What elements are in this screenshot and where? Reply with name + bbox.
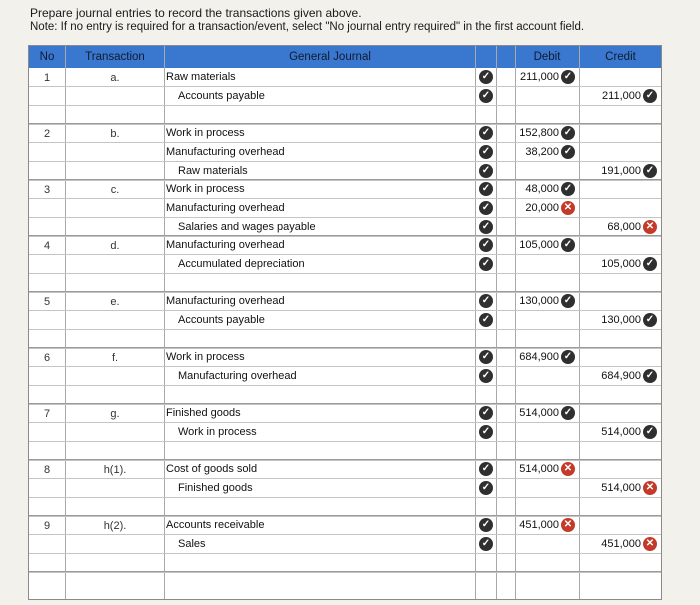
transaction-label: a. xyxy=(110,72,120,84)
correct-check-icon: ✓ xyxy=(479,257,493,271)
incorrect-x-icon: ✕ xyxy=(643,220,657,234)
account-field[interactable]: Manufacturing overhead xyxy=(166,295,285,307)
account-field[interactable]: Cost of goods sold xyxy=(166,463,258,475)
correct-check-icon: ✓ xyxy=(643,313,657,327)
row-divider xyxy=(29,124,661,125)
row-divider xyxy=(29,460,661,461)
account-field[interactable]: Work in process xyxy=(178,426,257,438)
entry-number: 7 xyxy=(43,408,51,420)
row-divider xyxy=(29,310,661,311)
correct-check-icon: ✓ xyxy=(479,145,493,159)
incorrect-x-icon: ✕ xyxy=(561,518,575,532)
correct-check-icon: ✓ xyxy=(561,350,575,364)
row-divider xyxy=(29,572,661,573)
credit-field[interactable]: 211,000 xyxy=(602,90,641,102)
correct-check-icon: ✓ xyxy=(479,537,493,551)
account-field[interactable]: Work in process xyxy=(166,183,245,195)
row-divider xyxy=(29,105,661,106)
row-divider xyxy=(29,86,661,87)
debit-field[interactable]: 38,200 xyxy=(525,146,559,158)
entry-number: 6 xyxy=(43,352,51,364)
credit-field[interactable]: 191,000 xyxy=(601,165,641,177)
account-field[interactable]: Work in process xyxy=(166,351,245,363)
debit-field[interactable]: 451,000 xyxy=(519,519,559,531)
correct-check-icon: ✓ xyxy=(561,145,575,159)
row-divider xyxy=(29,366,661,367)
correct-check-icon: ✓ xyxy=(561,182,575,196)
entry-divider xyxy=(29,235,661,236)
row-divider xyxy=(29,404,661,405)
debit-field[interactable]: 514,000 xyxy=(519,463,559,475)
row-divider xyxy=(29,385,661,386)
incorrect-x-icon: ✕ xyxy=(643,537,657,551)
row-divider xyxy=(29,217,661,218)
account-field[interactable]: Accumulated depreciation xyxy=(178,258,305,270)
correct-check-icon: ✓ xyxy=(479,220,493,234)
correct-check-icon: ✓ xyxy=(561,70,575,84)
correct-check-icon: ✓ xyxy=(479,201,493,215)
entry-divider xyxy=(29,123,661,124)
account-field[interactable]: Manufacturing overhead xyxy=(166,239,285,251)
entry-number: 3 xyxy=(43,184,51,196)
row-divider xyxy=(29,180,661,181)
entry-divider xyxy=(29,291,661,292)
row-divider xyxy=(29,534,661,535)
credit-field[interactable]: 105,000 xyxy=(601,258,641,270)
account-field[interactable]: Work in process xyxy=(166,127,245,139)
account-field[interactable]: Salaries and wages payable xyxy=(178,221,316,233)
correct-check-icon: ✓ xyxy=(479,89,493,103)
row-divider xyxy=(29,478,661,479)
transaction-label: b. xyxy=(110,128,120,140)
entry-number: 1 xyxy=(43,72,51,84)
correct-check-icon: ✓ xyxy=(561,294,575,308)
row-divider xyxy=(29,553,661,554)
correct-check-icon: ✓ xyxy=(643,425,657,439)
transaction-label: h(2). xyxy=(103,520,127,532)
header-credit: Credit xyxy=(605,51,636,63)
account-field[interactable]: Sales xyxy=(178,538,206,550)
entry-divider xyxy=(29,459,661,460)
instructions-note: Note: If no entry is required for a transaction/event, select "No journal entry required" in the first account field. xyxy=(30,21,585,33)
account-field[interactable]: Raw materials xyxy=(166,71,236,83)
entry-number: 9 xyxy=(43,520,51,532)
correct-check-icon: ✓ xyxy=(479,294,493,308)
correct-check-icon: ✓ xyxy=(643,257,657,271)
entry-number: 2 xyxy=(43,128,51,140)
correct-check-icon: ✓ xyxy=(479,518,493,532)
entry-divider xyxy=(29,571,661,572)
row-divider xyxy=(29,254,661,255)
debit-field[interactable]: 684,900 xyxy=(519,351,559,363)
account-field[interactable]: Finished goods xyxy=(178,482,253,494)
account-field[interactable]: Manufacturing overhead xyxy=(166,146,285,158)
correct-check-icon: ✓ xyxy=(479,70,493,84)
account-field[interactable]: Finished goods xyxy=(166,407,241,419)
row-divider xyxy=(29,142,661,143)
transaction-label: c. xyxy=(110,184,120,196)
entry-number: 4 xyxy=(43,240,51,252)
correct-check-icon: ✓ xyxy=(479,313,493,327)
entry-divider xyxy=(29,515,661,516)
correct-check-icon: ✓ xyxy=(479,350,493,364)
credit-field[interactable]: 130,000 xyxy=(601,314,641,326)
table-header xyxy=(29,46,661,68)
credit-field[interactable]: 514,000 xyxy=(601,426,641,438)
row-divider xyxy=(29,516,661,517)
correct-check-icon: ✓ xyxy=(561,126,575,140)
entry-divider xyxy=(29,403,661,404)
incorrect-x-icon: ✕ xyxy=(643,481,657,495)
header-transaction: Transaction xyxy=(85,51,145,63)
row-divider xyxy=(29,161,661,162)
row-divider xyxy=(29,348,661,349)
correct-check-icon: ✓ xyxy=(561,238,575,252)
header-debit: Debit xyxy=(533,51,561,63)
row-divider xyxy=(29,273,661,274)
credit-field[interactable]: 684,900 xyxy=(601,370,641,382)
journal-table xyxy=(28,45,662,600)
correct-check-icon: ✓ xyxy=(643,164,657,178)
account-field[interactable]: Manufacturing overhead xyxy=(166,202,285,214)
row-divider xyxy=(29,198,661,199)
transaction-label: f. xyxy=(111,352,119,364)
row-divider xyxy=(29,329,661,330)
header-no: No xyxy=(39,51,55,63)
debit-field[interactable]: 211,000 xyxy=(520,71,559,83)
instructions-line-1: Prepare journal entries to record the transactions given above. xyxy=(30,6,362,20)
entry-divider xyxy=(29,347,661,348)
account-field[interactable]: Manufacturing overhead xyxy=(178,370,297,382)
correct-check-icon: ✓ xyxy=(479,425,493,439)
entry-number: 8 xyxy=(43,464,51,476)
incorrect-x-icon: ✕ xyxy=(561,462,575,476)
correct-check-icon: ✓ xyxy=(479,462,493,476)
credit-field[interactable]: 451,000 xyxy=(601,538,641,550)
correct-check-icon: ✓ xyxy=(643,369,657,383)
account-field[interactable]: Accounts payable xyxy=(178,90,265,102)
correct-check-icon: ✓ xyxy=(479,164,493,178)
transaction-label: e. xyxy=(110,296,120,308)
correct-check-icon: ✓ xyxy=(479,406,493,420)
correct-check-icon: ✓ xyxy=(643,89,657,103)
header-general-journal: General Journal xyxy=(289,51,371,63)
row-divider xyxy=(29,422,661,423)
transaction-label: d. xyxy=(110,240,120,252)
debit-field[interactable]: 20,000 xyxy=(525,202,559,214)
correct-check-icon: ✓ xyxy=(479,238,493,252)
transaction-label: h(1). xyxy=(103,464,127,476)
correct-check-icon: ✓ xyxy=(479,126,493,140)
correct-check-icon: ✓ xyxy=(561,406,575,420)
correct-check-icon: ✓ xyxy=(479,182,493,196)
row-divider xyxy=(29,497,661,498)
instructions xyxy=(30,6,690,34)
debit-field[interactable]: 105,000 xyxy=(519,239,559,251)
transaction-label: g. xyxy=(110,408,120,420)
account-field[interactable]: Raw materials xyxy=(178,165,248,177)
row-divider xyxy=(29,236,661,237)
correct-check-icon: ✓ xyxy=(479,369,493,383)
correct-check-icon: ✓ xyxy=(479,481,493,495)
debit-field[interactable]: 514,000 xyxy=(519,407,559,419)
credit-field[interactable]: 514,000 xyxy=(601,482,641,494)
debit-field[interactable]: 130,000 xyxy=(519,295,559,307)
debit-field[interactable]: 48,000 xyxy=(525,183,559,195)
incorrect-x-icon: ✕ xyxy=(561,201,575,215)
row-divider xyxy=(29,441,661,442)
entry-number: 5 xyxy=(43,296,51,308)
debit-field[interactable]: 152,800 xyxy=(519,127,559,139)
entry-divider xyxy=(29,179,661,180)
row-divider xyxy=(29,292,661,293)
account-field[interactable]: Accounts receivable xyxy=(166,519,265,531)
credit-field[interactable]: 68,000 xyxy=(607,221,641,233)
account-field[interactable]: Accounts payable xyxy=(178,314,265,326)
